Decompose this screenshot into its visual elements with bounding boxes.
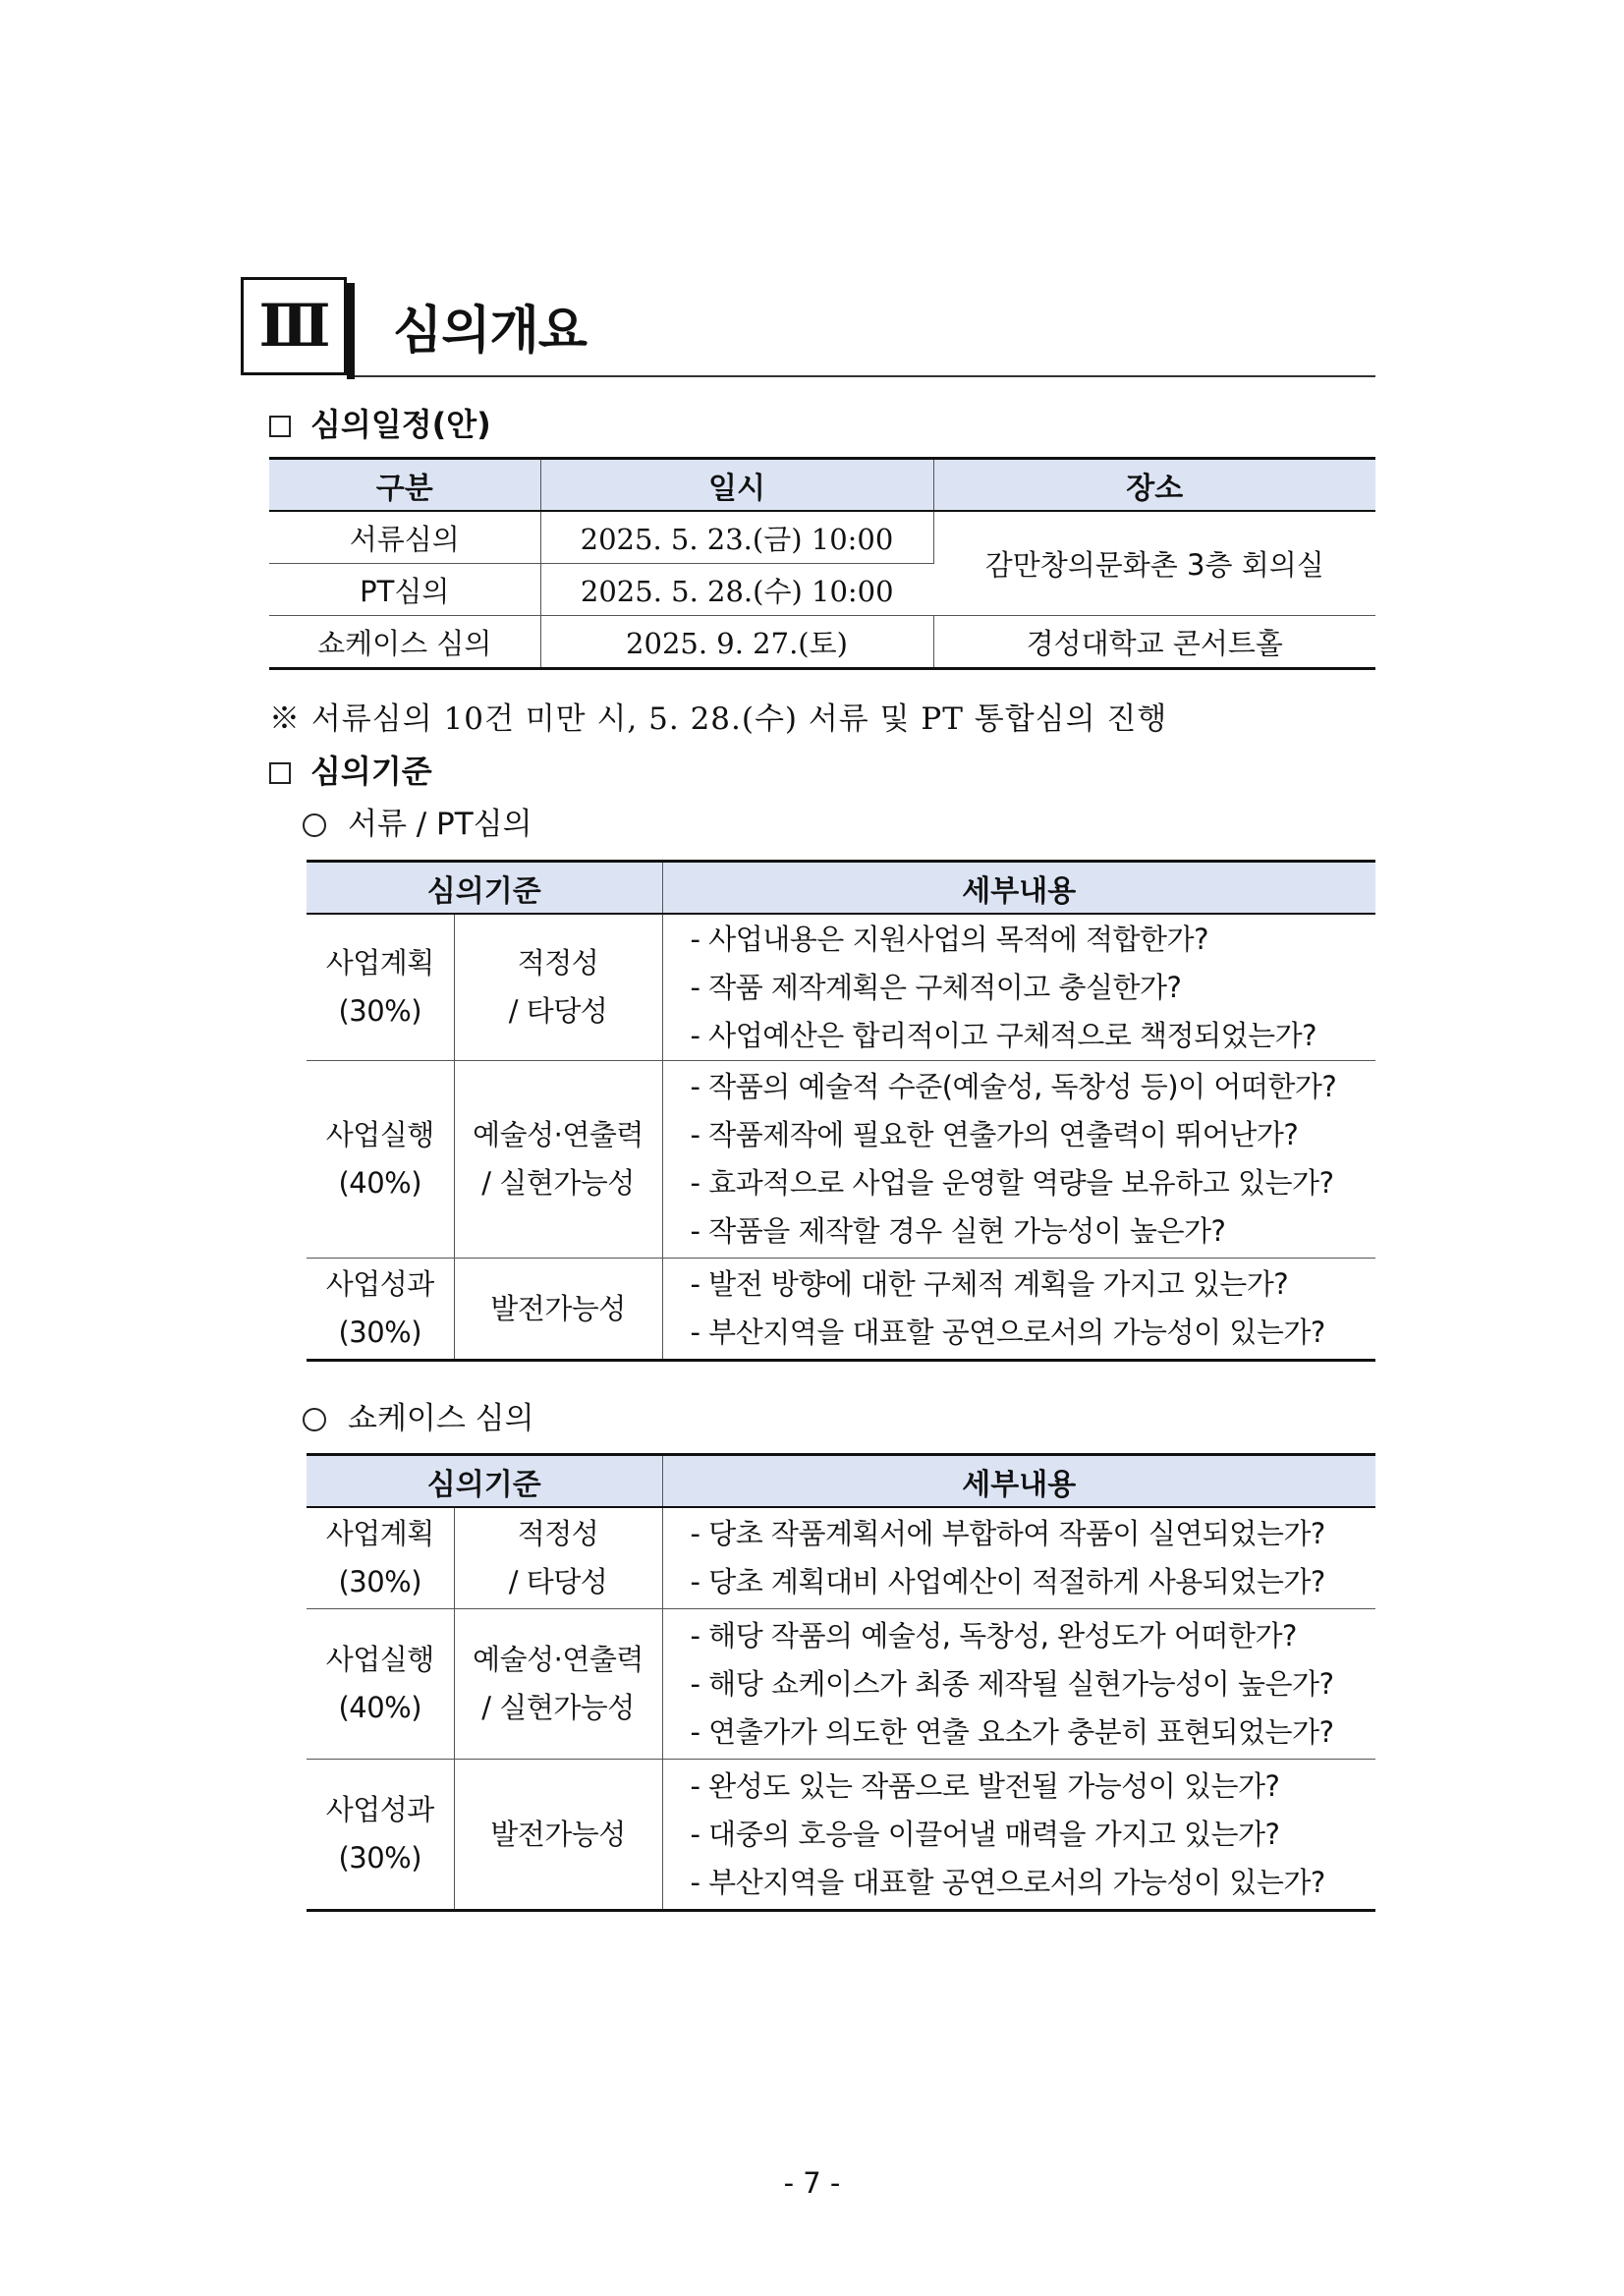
criterion-label: / 타당성 — [508, 994, 608, 1028]
schedule-heading — [269, 400, 491, 445]
details-cell — [662, 1609, 1375, 1760]
table-row — [307, 1609, 1375, 1760]
detail-item: - 해당 작품의 예술성, 독창성, 완성도가 어떠한가? — [690, 1618, 1297, 1652]
detail-item: - 작품 제작계획은 구체적이고 충실한가? — [690, 970, 1182, 1004]
category-cell — [307, 914, 454, 1061]
row-place: 경성대학교 콘서트홀 — [933, 616, 1375, 669]
section-header — [241, 277, 1375, 379]
detail-item: - 부산지역을 대표할 공연으로서의 가능성이 있는가? — [690, 1865, 1325, 1899]
details-cell — [662, 1061, 1375, 1259]
table-row — [307, 1061, 1375, 1259]
category-percent: (40%) — [338, 1691, 422, 1724]
schedule-heading-text: 심의일정(안) — [310, 406, 491, 443]
category-cell — [307, 1507, 454, 1609]
detail-item: - 대중의 호응을 이끌어낼 매력을 가지고 있는가? — [690, 1817, 1280, 1851]
category-cell — [307, 1609, 454, 1760]
details-cell — [662, 1259, 1375, 1361]
detail-item: - 사업예산은 합리적이고 구체적으로 책정되었는가? — [690, 1018, 1317, 1052]
detail-item: - 당초 계획대비 사업예산이 적절하게 사용되었는가? — [690, 1565, 1325, 1598]
criteria-heading — [269, 747, 432, 792]
table-row — [307, 1760, 1375, 1911]
category-label: 사업계획 — [325, 946, 434, 980]
table-row — [307, 914, 1375, 1061]
table-row — [269, 616, 1375, 669]
detail-item: - 작품의 예술적 수준(예술성, 독창성 등)이 어떠한가? — [690, 1070, 1337, 1103]
criterion-label: 예술성·연출력 — [473, 1643, 644, 1676]
header-place: 장소 — [933, 459, 1375, 512]
section-numeral-shadow — [347, 283, 355, 379]
circle-bullet-icon — [303, 1408, 326, 1431]
header-criteria: 심의기준 — [307, 862, 662, 915]
square-bullet-icon — [269, 762, 291, 784]
criterion-cell — [454, 914, 662, 1061]
table-row — [307, 1507, 1375, 1609]
criterion-cell — [454, 1760, 662, 1911]
criterion-label: / 타당성 — [508, 1565, 608, 1598]
doc-pt-subheading — [303, 799, 532, 843]
details-cell — [662, 1507, 1375, 1609]
criterion-label: / 실현가능성 — [481, 1166, 635, 1200]
detail-item: - 해당 쇼케이스가 최종 제작될 실현가능성이 높은가? — [690, 1666, 1334, 1701]
category-percent: (30%) — [338, 1565, 422, 1598]
detail-item: - 사업내용은 지원사업의 목적에 적합한가? — [690, 922, 1208, 956]
details-cell — [662, 914, 1375, 1061]
row-place: 감만창의문화촌 3층 회의실 — [933, 511, 1375, 616]
criterion-label: 적정성 — [517, 946, 599, 980]
category-cell — [307, 1061, 454, 1259]
criteria-heading-text: 심의기준 — [310, 753, 432, 790]
criterion-cell — [454, 1259, 662, 1361]
detail-item: - 효과적으로 사업을 운영할 역량을 보유하고 있는가? — [690, 1166, 1334, 1200]
doc-pt-subheading-text: 서류 / PT심의 — [348, 807, 532, 842]
category-label: 사업계획 — [325, 1517, 434, 1550]
criterion-cell — [454, 1507, 662, 1609]
table-header-row — [307, 862, 1375, 915]
row-date: 2025. 9. 27.(토) — [540, 616, 933, 669]
category-percent: (30%) — [338, 1316, 422, 1349]
category-cell — [307, 1259, 454, 1361]
section-numeral: Ⅲ — [241, 277, 347, 375]
header-details: 세부내용 — [662, 1455, 1375, 1508]
detail-item: - 작품을 제작할 경우 실현 가능성이 높은가? — [690, 1214, 1226, 1248]
schedule-note: ※ 서류심의 10건 미만 시, 5. 28.(수) 서류 및 PT 통합심의 진행 — [269, 701, 1168, 737]
schedule-table — [269, 457, 1375, 670]
detail-item: - 당초 작품계획서에 부합하여 작품이 실연되었는가? — [690, 1517, 1325, 1550]
category-label: 사업실행 — [325, 1643, 434, 1676]
showcase-criteria-table — [307, 1453, 1375, 1912]
category-cell — [307, 1760, 454, 1911]
category-percent: (30%) — [338, 994, 422, 1028]
criterion-cell — [454, 1609, 662, 1760]
detail-item: - 완성도 있는 작품으로 발전될 가능성이 있는가? — [690, 1768, 1280, 1803]
row-type: 서류심의 — [269, 511, 540, 564]
detail-item: - 연출가가 의도한 연출 요소가 충분히 표현되었는가? — [690, 1714, 1334, 1749]
criterion-label: 발전가능성 — [490, 1817, 626, 1851]
category-label: 사업실행 — [325, 1118, 434, 1151]
header-type: 구분 — [269, 459, 540, 512]
category-percent: (30%) — [338, 1841, 422, 1875]
criterion-label: 적정성 — [517, 1517, 599, 1550]
category-label: 사업성과 — [325, 1793, 434, 1826]
detail-item: - 발전 방향에 대한 구체적 계획을 가지고 있는가? — [690, 1267, 1289, 1301]
header-criteria: 심의기준 — [307, 1455, 662, 1508]
showcase-subheading-text: 쇼케이스 심의 — [348, 1401, 534, 1436]
criterion-label: 예술성·연출력 — [473, 1118, 644, 1151]
showcase-subheading — [303, 1393, 534, 1437]
section-rule — [355, 375, 1375, 377]
header-date: 일시 — [540, 459, 933, 512]
detail-item: - 작품제작에 필요한 연출가의 연출력이 뛰어난가? — [690, 1118, 1299, 1151]
table-row — [269, 511, 1375, 564]
table-header-row — [269, 459, 1375, 512]
square-bullet-icon — [269, 416, 291, 437]
criterion-label: / 실현가능성 — [481, 1691, 635, 1724]
doc-pt-criteria-table — [307, 860, 1375, 1362]
circle-bullet-icon — [303, 813, 326, 837]
table-row — [307, 1259, 1375, 1361]
row-type: PT심의 — [269, 564, 540, 616]
category-label: 사업성과 — [325, 1267, 434, 1301]
criterion-label: 발전가능성 — [490, 1291, 626, 1325]
section-title: 심의개요 — [393, 302, 587, 361]
header-details: 세부내용 — [662, 862, 1375, 915]
criterion-cell — [454, 1061, 662, 1259]
detail-item: - 부산지역을 대표할 공연으로서의 가능성이 있는가? — [690, 1316, 1325, 1349]
row-date: 2025. 5. 28.(수) 10:00 — [540, 564, 933, 616]
page-number: - 7 - — [783, 2166, 841, 2200]
row-type: 쇼케이스 심의 — [269, 616, 540, 669]
row-date: 2025. 5. 23.(금) 10:00 — [540, 511, 933, 564]
table-header-row — [307, 1455, 1375, 1508]
category-percent: (40%) — [338, 1166, 422, 1200]
details-cell — [662, 1760, 1375, 1911]
